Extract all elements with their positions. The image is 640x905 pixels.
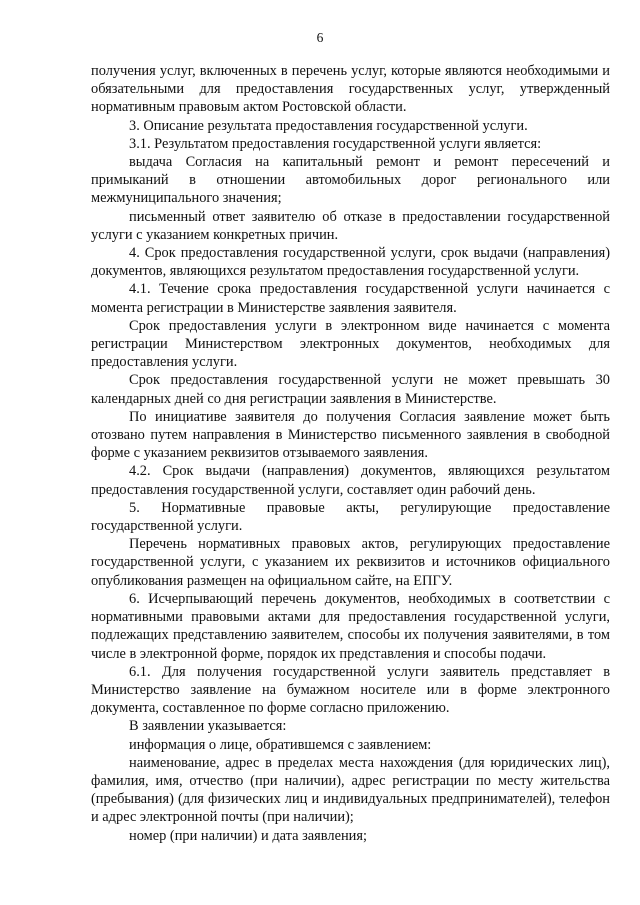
- paragraph: письменный ответ заявителю об отказе в предоставлении государственной услуги с указанием конкретных причин.: [91, 208, 610, 243]
- paragraph: Перечень нормативных правовых актов, регулирующих предоставление государственной услуги, с указанием их реквизитов и источников официального опубликования размещен на официальном сайте, на ЕПГУ.: [91, 536, 610, 589]
- paragraph: 3. Описание результата предоставления государственной услуги.: [129, 117, 528, 134]
- paragraph: 4. Срок предоставления государственной услуги, срок выдачи (направления) документов, являющихся результатом предоставления государственной услуги.: [91, 245, 610, 280]
- paragraph: наименование, адрес в пределах места нахождения (для юридических лиц), фамилия, имя, отчество (при наличии), адрес регистрации по месту жительства (пребывания) (для физических лиц и индивидуальных предпринимателей), телефон и адрес электронной почты (при наличии);: [91, 754, 610, 826]
- page-number: 6: [316, 30, 324, 45]
- paragraph: 4.2. Срок выдачи (направления) документов, являющихся результатом предоставления государственной услуги, составляет один рабочий день.: [91, 463, 610, 498]
- document-body: [91, 62, 610, 845]
- paragraph: 5. Нормативные правовые акты, регулирующие предоставление государственной услуги.: [91, 499, 610, 535]
- paragraph: В заявлении указывается:: [129, 718, 287, 735]
- paragraph: Срок предоставления государственной услуги не может превышать 30 календарных дней со дня регистрации заявления в Министерстве.: [91, 372, 610, 407]
- paragraph: 6. Исчерпывающий перечень документов, необходимых в соответствии с нормативными правовыми актами для предоставления государственной услуги, подлежащих представлению заявителем, способы их получения заявителями, в том числе в электронной форме, порядок их представления и способы подачи.: [91, 590, 610, 662]
- paragraph: По инициативе заявителя до получения Согласия заявление может быть отозвано путем направления в Министерство письменного заявления в свободной форме с указанием реквизитов отзываемого заявления.: [91, 408, 610, 462]
- paragraph: Срок предоставления услуги в электронном виде начинается с момента регистрации Министерством электронных документов, необходимых для предоставления услуги.: [91, 317, 610, 371]
- paragraph: получения услуг, включенных в перечень услуг, которые являются необходимыми и обязательными для предоставления государственных услуг, утвержденный нормативным правовым актом Ростовской области.: [91, 63, 610, 116]
- paragraph: выдача Согласия на капитальный ремонт и ремонт пересечений и примыканий в отношении автомобильных дорог регионального или межмуниципального значения;: [91, 154, 610, 207]
- paragraph: 3.1. Результатом предоставления государственной услуги является:: [129, 135, 542, 152]
- paragraph: номер (при наличии) и дата заявления;: [129, 827, 367, 844]
- paragraph: 4.1. Течение срока предоставления государственной услуги начинается с момента регистрации в Министерстве заявления заявителя.: [91, 281, 610, 316]
- paragraph: 6.1. Для получения государственной услуги заявитель представляет в Министерство заявление на бумажном носителе или в форме электронного документа, составленное по форме согласно приложению.: [91, 663, 610, 717]
- paragraph: информация о лице, обратившемся с заявлением:: [129, 736, 432, 753]
